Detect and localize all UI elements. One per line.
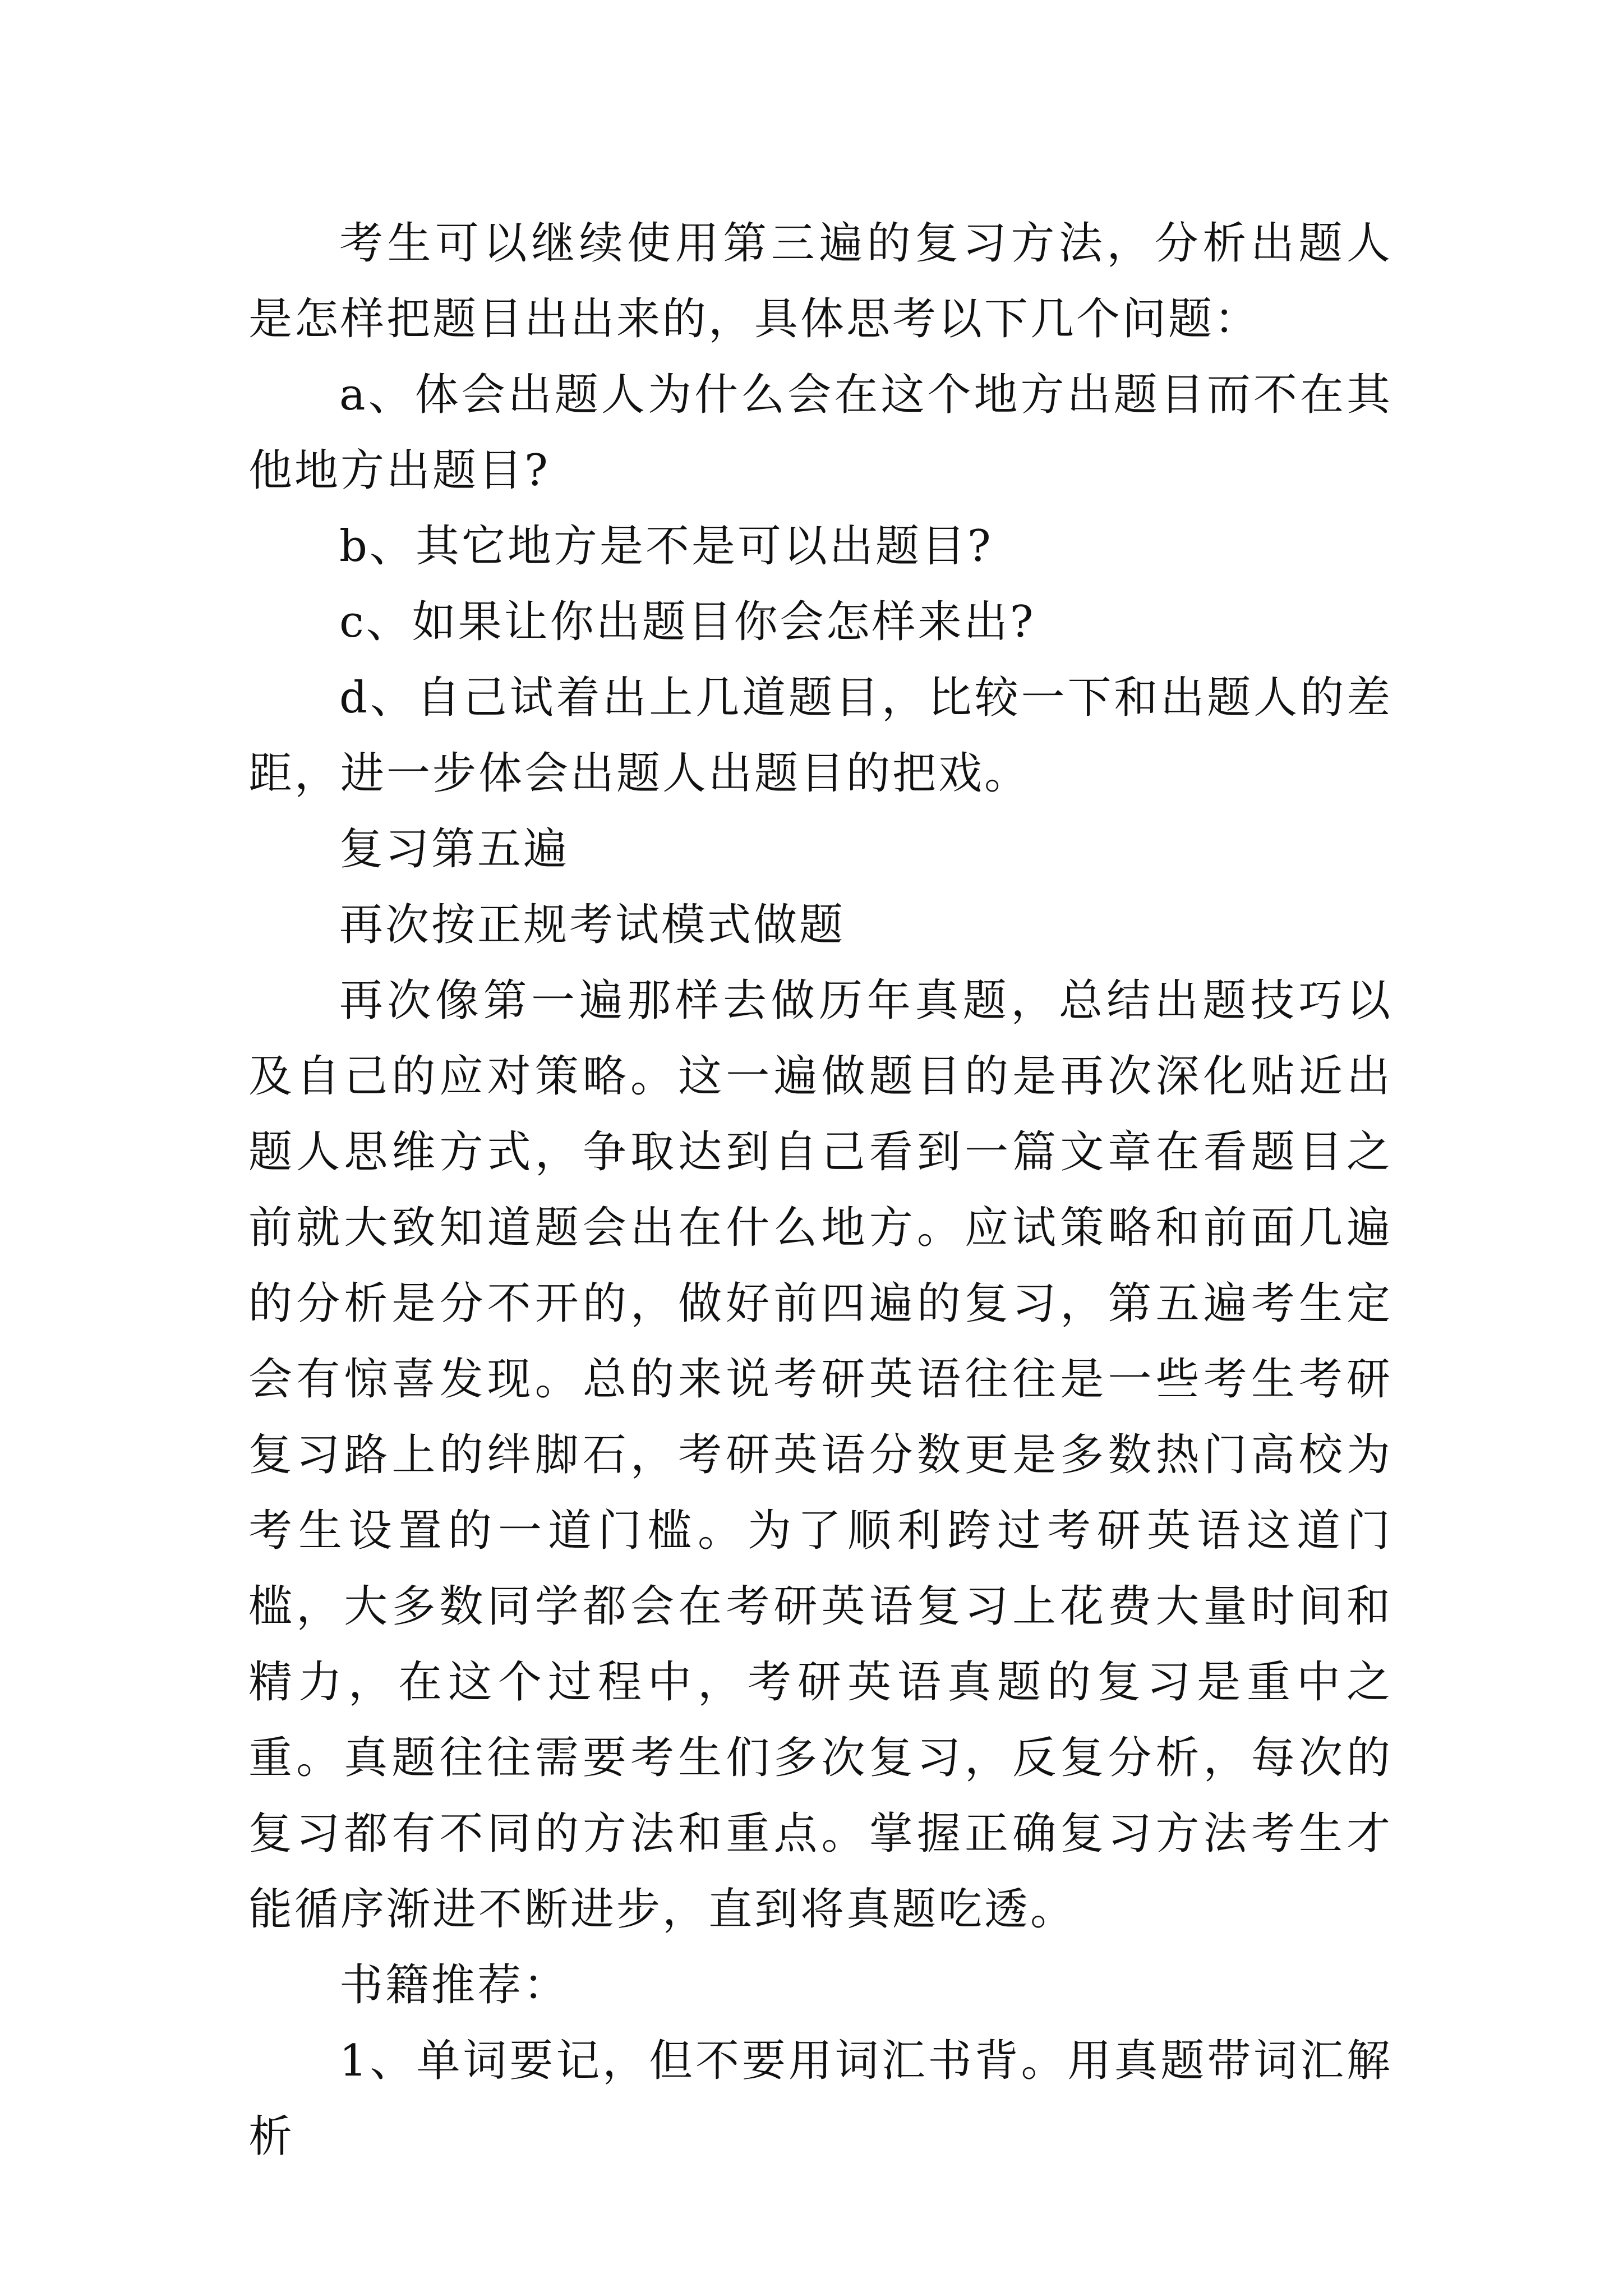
paragraph-question-c: c、如果让你出题目你会怎样来出? [339, 597, 1036, 647]
section-heading-fifth-review: 复习第五遍 [339, 824, 570, 875]
paragraph-book-item-1: 1、单词要记，但不要用词汇书背。用真题带词汇解析 [248, 2036, 1393, 2162]
section-subheading-mock-exam: 再次按正规考试模式做题 [339, 900, 846, 950]
paragraph-question-b: b、其它地方是不是可以出题目? [339, 521, 993, 572]
section-heading-book-recommendations: 书籍推荐： [339, 1960, 570, 2010]
paragraph-fifth-review-body: 再次像第一遍那样去做历年真题，总结出题技巧以及自己的应对策略。这一遍做题目的是再次深化贴近出题人思维方式，争取达到自己看到一篇文章在看题目之前就大致知道题会出在什么地方。应试策略和前面几遍的分析是分不开的，做好前四遍的复习，第五遍考生定会有惊喜发现。总的来说考研英语往往是一些考生考研复习路上的绊脚石，考研英语分数更是多数热门高校为考生设置的一道门槛。为了顺利跨过考研英语这道门槛，大多数同学都会在考研英语复习上花费大量时间和精力，在这个过程中，考研英语真题的复习是重中之重。真题往往需要考生们多次复习，反复分析，每次的复习都有不同的方法和重点。掌握正确复习方法考生才能循序渐进不断进步，直到将真题吃透。 [248, 976, 1393, 1935]
paragraph-method-intro: 考生可以继续使用第三遍的复习方法，分析出题人是怎样把题目出出来的，具体思考以下几个问题： [248, 218, 1393, 344]
paragraph-question-d: d、自己试着出上几道题目，比较一下和出题人的差距，进一步体会出题人出题目的把戏。 [248, 673, 1393, 799]
paragraph-question-a: a、体会出题人为什么会在这个地方出题目而不在其他地方出题目? [248, 370, 1393, 496]
document-body [248, 206, 1393, 2175]
